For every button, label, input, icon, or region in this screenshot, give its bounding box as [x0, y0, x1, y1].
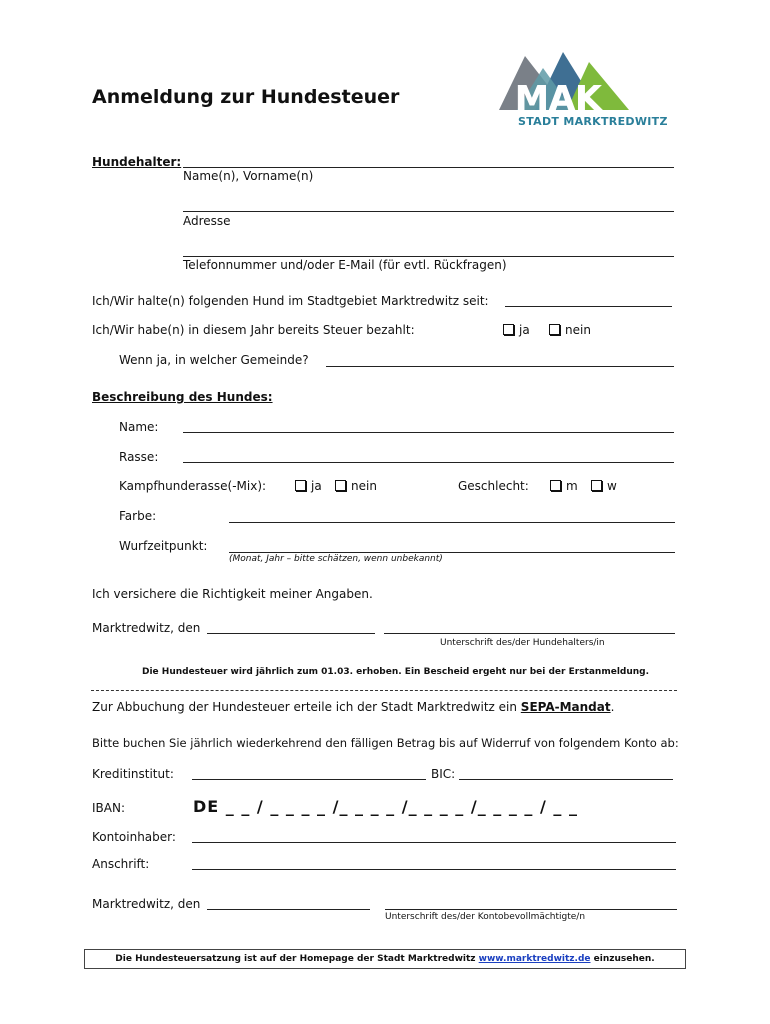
svg-text:MAK: MAK	[515, 79, 602, 119]
litter-date-hint: (Monat, Jahr – bitte schätzen, wenn unbekannt)	[229, 554, 443, 564]
sepa-intro	[92, 700, 614, 714]
account-holder-line[interactable]	[192, 842, 676, 843]
sepa-intro-period: .	[610, 700, 615, 714]
checkbox-icon[interactable]	[503, 324, 514, 335]
hold-since-line[interactable]	[505, 306, 672, 307]
city-logo	[497, 50, 682, 132]
owner-address-caption: Adresse	[183, 214, 231, 228]
iban-field[interactable]: DE _ _ / _ _ _ _ /_ _ _ _ /_ _ _ _ /_ _ _ _ / _ _	[193, 797, 578, 816]
dog-section-heading: Beschreibung des Hundes:	[92, 390, 273, 404]
footer-text: Die Hundesteuersatzung ist auf der Homepage der Stadt Marktredwitz	[115, 954, 476, 964]
owner-date-line[interactable]	[207, 633, 375, 634]
dog-color-line[interactable]	[229, 522, 675, 523]
owner-signature-line[interactable]	[384, 633, 675, 634]
tax-paid-no-option[interactable]	[549, 323, 591, 337]
checkbox-icon[interactable]	[550, 480, 561, 491]
checkbox-icon[interactable]	[549, 324, 560, 335]
account-holder-label: Kontoinhaber:	[92, 830, 176, 844]
sex-m-option[interactable]	[550, 479, 578, 493]
bank-label: Kreditinstitut:	[92, 767, 174, 781]
confirmation-text: Ich versichere die Richtigkeit meiner Angaben.	[92, 587, 373, 601]
dog-breed-label: Rasse:	[119, 450, 159, 464]
owner-address-line[interactable]	[183, 211, 674, 212]
fighting-yes-label: ja	[311, 479, 322, 493]
sex-w-label: w	[607, 479, 617, 493]
bic-label: BIC:	[431, 767, 456, 781]
footer-suffix: einzusehen.	[593, 954, 655, 964]
checkbox-icon[interactable]	[335, 480, 346, 491]
owner-contact-line[interactable]	[183, 256, 674, 257]
dog-name-line[interactable]	[183, 432, 674, 433]
sepa-signature-line[interactable]	[385, 909, 677, 910]
municipality-line[interactable]	[326, 366, 674, 367]
bic-line[interactable]	[459, 779, 673, 780]
sepa-intro-text: Zur Abbuchung der Hundesteuer erteile ich der Stadt Marktredwitz ein	[92, 700, 517, 714]
sepa-place-date-label: Marktredwitz, den	[92, 897, 201, 911]
sepa-instruction: Bitte buchen Sie jährlich wiederkehrend den fälligen Betrag bis auf Widerruf von folgendem Konto ab:	[92, 736, 679, 750]
tax-paid-yes-option[interactable]	[503, 323, 530, 337]
dog-breed-line[interactable]	[183, 462, 674, 463]
owner-name-line[interactable]	[183, 167, 674, 168]
sex-m-label: m	[566, 479, 578, 493]
sepa-signature-caption: Unterschrift des/der Kontobevollmächtigte/n	[385, 912, 586, 922]
hold-since-text: Ich/Wir halte(n) folgenden Hund im Stadtgebiet Marktredwitz seit:	[92, 294, 489, 308]
iban-label: IBAN:	[92, 801, 125, 815]
page-title: Anmeldung zur Hundesteuer	[92, 86, 400, 108]
owner-contact-caption: Telefonnummer und/oder E-Mail (für evtl. Rückfragen)	[183, 258, 507, 272]
dog-name-label: Name:	[119, 420, 159, 434]
sepa-mandate-term: SEPA-Mandat	[520, 700, 611, 714]
cut-line-divider	[91, 690, 677, 691]
tax-paid-text: Ich/Wir habe(n) in diesem Jahr bereits Steuer bezahlt:	[92, 323, 415, 337]
owner-signature-caption: Unterschrift des/der Hundehalters/in	[440, 638, 605, 648]
checkbox-icon[interactable]	[295, 480, 306, 491]
litter-date-line[interactable]	[229, 552, 675, 553]
dog-color-label: Farbe:	[119, 509, 157, 523]
tax-paid-yes-label: ja	[519, 323, 530, 337]
bank-line[interactable]	[192, 779, 426, 780]
annual-tax-notice: Die Hundesteuer wird jährlich zum 01.03. erhoben. Ein Bescheid ergeht nur bei der Erstanmeldung.	[142, 667, 650, 677]
fighting-yes-option[interactable]	[295, 479, 322, 493]
municipality-text: Wenn ja, in welcher Gemeinde?	[119, 353, 309, 367]
sepa-date-line[interactable]	[207, 909, 370, 910]
owner-place-date-label: Marktredwitz, den	[92, 621, 201, 635]
fighting-no-label: nein	[351, 479, 377, 493]
tax-paid-no-label: nein	[565, 323, 591, 337]
owner-name-caption: Name(n), Vorname(n)	[183, 169, 314, 183]
checkbox-icon[interactable]	[591, 480, 602, 491]
holder-address-line[interactable]	[192, 869, 676, 870]
sex-label: Geschlecht:	[458, 479, 529, 493]
sex-w-option[interactable]	[591, 479, 617, 493]
owner-label: Hundehalter:	[92, 155, 182, 169]
logo-subtitle: STADT MARKTREDWITZ	[518, 115, 668, 128]
footer-notice	[84, 949, 686, 969]
fighting-no-option[interactable]	[335, 479, 377, 493]
holder-address-label: Anschrift:	[92, 857, 150, 871]
litter-date-label: Wurfzeitpunkt:	[119, 539, 208, 553]
fighting-breed-label: Kampfhunderasse(-Mix):	[119, 479, 267, 493]
homepage-link[interactable]: www.marktredwitz.de	[478, 954, 591, 964]
